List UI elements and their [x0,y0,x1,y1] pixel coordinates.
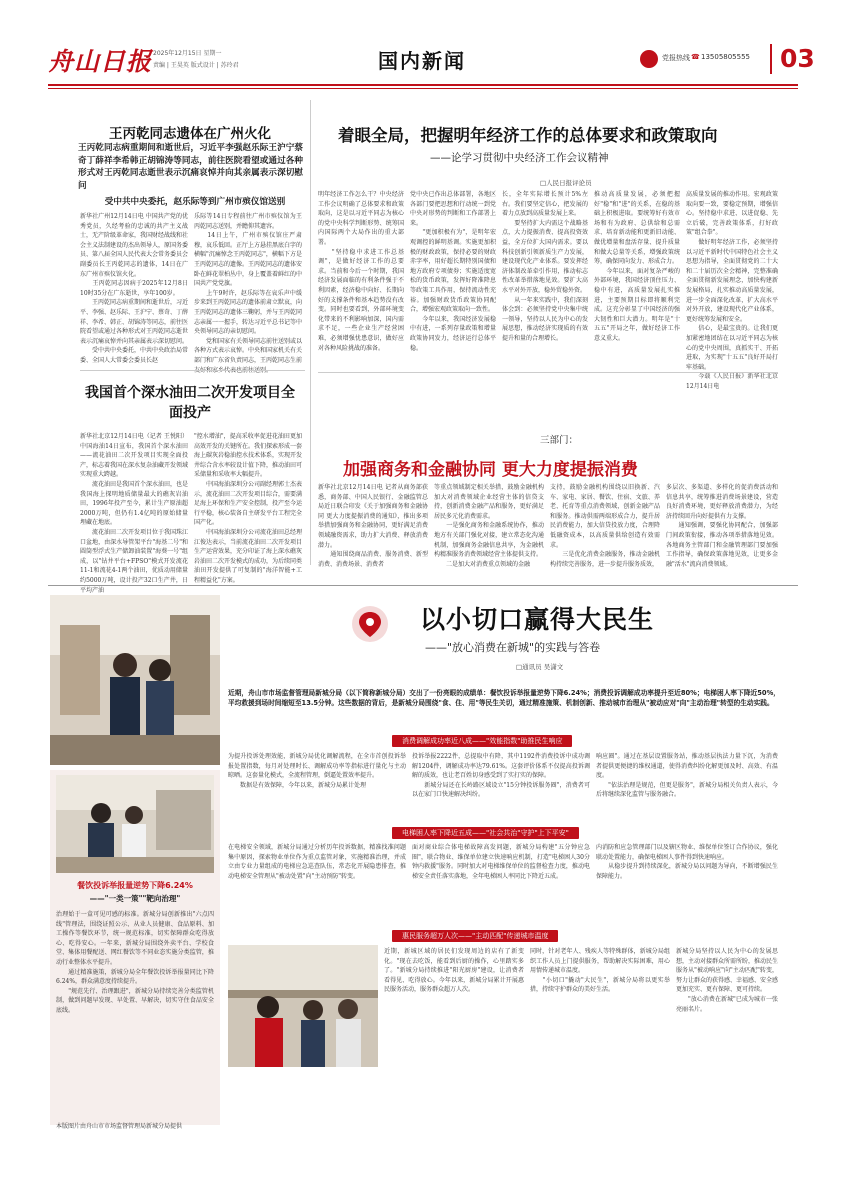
hotline-number: 13505805555 [701,53,750,61]
wang-title: 王丙乾同志遗体在广州火化 [109,126,271,142]
newspaper-logo: 舟山日报 [48,47,153,76]
hotline-label: 党报热线 [662,54,690,62]
economy-divider [318,372,778,373]
wang-deck: 王丙乾同志病重期间和逝世后，习近平李强赵乐际王沪宁蔡奇丁薛祥李希韩正胡锦涛等同志，前往医院看望或通过各种形式对王丙乾同志逝世表示沉痛哀悼并向其亲属表示深切慰问 [78,143,303,191]
oil-title: 我国首个深水油田二次开发项目全面投产 [85,385,295,421]
lower-section-divider [48,585,798,586]
oil-body-col2: "控水增油"，提高采收率促进花油田更加高效开发的关键所在。我们探索形成一套海上碳灰岩稳油控水技术体系，实现开发井综合含水率较设计值下降，推动油田可采储量和采收率大幅提升。 中国海油深圳分公司副经理郭士杰表示，流花油田二次开发项目综合，需要满足海上环保和生产安全控制，投产至今运行平稳，核心装备自主研发平台工程完全国产化。 中国海油深圳分公司流花油田总经理江俊达表示，当前流花油田二次开发项目生产运营效果，充分印证了海上深水礁灰岩油田二次开发模式的成功，为后续同类油田开发提供了可复制的"海洋智能+工程精益化"方案。 [194,433,303,584]
s1-col-1: 为提升投诉处理效能，新城分局优化调解流程，在全市首创投诉举报处置指数，每月对处理时长、调解成功率等指标进行量化与主动晾晒。这套量化模式，全流程管理，倒逼处置效率提升。 数据是有效保障，今年以来，新城分局累计处理 [228,753,406,789]
hotline-badge [640,50,658,68]
wang-divider [80,370,305,371]
economy-col-3: 长，全年实际增长预计5%左右。我们要坚定信心，把发展的着力点放到高质量发展上来。 要坚持扩大内需这个战略基点，大力提振消费、提高投资效益，全方位扩大国内需求。要以科技创新引领新质生产力发展，建设现代化产业体系。要发挥经济体制改革牵引作用，推动标志性改革举措落地见效。要扩大高水平对外开放，稳外贸稳外资。 从一年来实践中，我们深刻体会到：必须坚持党中央集中统一领导，坚持以人民为中心的发展思想，推动经济实现质的有效提升和量的合理增长。 [502,191,588,342]
small-subtitle: ——"放心消费在新城"的实践与答卷 [425,641,601,654]
side-box-subtitle: ——"一类一策""靶向治理" [89,894,181,903]
side-box-title: 餐饮投诉举报量逆势下降6.24% [77,881,193,890]
masthead-rule [48,84,798,86]
photo-market-inspection [50,595,220,765]
trade-col-2: 等重点领域制定相关举措，鼓励金融机构加大对消费领域企业经营主体的信贷支持，创新消费金融产品和服务，更好满足居民多元化消费需求。 一是强化商务和金融系统协作，推动地方有关部门强化对接，建立常态化沟通机制，加强商务金融信息共享，为金融机构精准服务消费领域经营主体提供支持。 二是加大对消费重点领域的金融 [434,484,544,568]
s2-col-2: 面对商业综合体电梯故障高发问题，新城分局构建"五分钟应急圈"，联合物业、维保单位建立快速响应机制，打造"电梯困人30分钟内救援"服务。同时加大对电梯维保单位的监督检查力度，推动电梯安全责任落实落地，全年电梯困人率同比下降近五成。 [412,844,590,880]
s3-col-2: 同时，针对老年人、残疾人等特殊群体，新城分局组织工作人员上门提供服务，帮助解决实际困难，用心用情传递城市温度。 "小切口"撬动"大民生"，新城分局将以更实举措，持续守护群众的美好生活。 [530,948,670,994]
side-box-body: 治理始于一盒可见可感的标准。新城分局创新推出"六点四线"管理法，围绕证照公示、从业人员健康、食品原料、加工操作等餐饮环节，统一规范标准，切实保障群众吃得放心、吃得安心。一年来，新城分局围绕外卖平台、学校食堂、集体用餐配送、网红餐饮等不同业态实施分类监管，推动行业整体水平提升。 通过精准施策，新城分局全年餐饮投诉举报量同比下降6.24%，群众满意度持续提升。 "规范先行、治理跟进"，新城分局持续完善分类监管机制，做到问题早发现、早处置、早解决，切实守住食品安全底线。 [56,911,214,1014]
page-number: 03 [780,44,815,73]
trade-col-4: 多层次、多渠道、多样化的促消费活动和信息共享，统筹推进消费场景建设，营造良好消费环境，更好释放消费潜力，为经济持续回升向好提供有力支撑。 通知强调，要强化协同配合，加强部门间政策衔接，推动各项举措落地见效。各地商务主管部门和金融管理部门要加强工作指导，确保政策落地见效，让更多金融"活水"流向消费领域。 [666,484,778,568]
editor-line: 责编 | 王昊英 版式设计 | 苏玲君 [153,62,239,69]
section-bar-2: 电梯困人率下降近五成——"社会共治"守护"上下平安" [392,827,579,839]
s3-col-3: 新城分局坚持以人民为中心的发展思想，主动对接群众所需所盼，推动民生服务从"被动响应"向"主动匹配"转变，努力让群众的获得感、幸福感、安全感更加充实、更有保障、更可持续。 "放心消费在新城"已成为城市一张亮丽名片。 [676,948,779,1013]
masthead [48,40,815,82]
wang-body-col2: 乐际等14日专程前往广州市殡仪馆为王丙乾同志送别，并瞻仰其遗容。 14日上午，广州市殡仪馆庄严肃穆，哀乐低回。正厅上方悬挂黑底白字的横幅"沉痛悼念王丙乾同志"，横幅下方是王丙乾同志的遗像。王丙乾同志的遗体安卧在鲜花翠柏丛中，身上覆盖着鲜红的中国共产党党旗。 上午9时许，赵乐际等在哀乐声中缓步来到王丙乾同志的遗体前肃立默哀，向王丙乾同志的遗体三鞠躬，并与王丙乾同志亲属一一握手，转达习近平总书记等中央领导同志的亲切慰问。 党和国家有关领导同志前往送别或以各种方式表示哀悼。中央和国家机关有关部门和广东省负责同志，王丙乾同志生前 [194,213,303,364]
s2-col-1: 在电梯安全领域，新城分局通过分析历年投诉数据，精准找准问题集中原因，探索物业单位作为重点监管对象，实施精准治理，并成立由专业力量组成的电梯应急巡查队伍，常态化开展隐患排查，推动电梯安全管理从"被动处置"向"主动预防"转变。 [228,844,406,880]
photo-consumer-service [228,945,378,1067]
small-byline: □通讯员 吴潇文 [516,663,564,671]
economy-subtitle: ——论学习贯彻中央经济工作会议精神 [430,152,609,164]
section-title: 国内新闻 [378,49,466,73]
date-line: 2025年12月15日 星期一 [153,50,222,57]
economy-col-1: 明年经济工作怎么干？中央经济工作会议明确了总体要求和政策取向，这是以习近平同志为核心的党中央科学判断形势、统筹国内国际两个大局作出的重大部署。 "坚持稳中求进工作总基调"，是做好经济工作的总要求。当前和今后一个时期，我国经济发展面临的有利条件强于不利因素，经济稳中向好、长期向好的支撑条件和基本趋势没有改变。同时也要看到，外部环境变化带来的不利影响加深，国内需求不足，一些企业生产经营困难，必须增强忧患意识，做好应对各种风险挑战的准备。 [318,191,404,352]
wang-subdeck: 受中共中央委托，赵乐际等到广州市殡仪馆送别 [104,197,286,207]
wang-body-col1: 新华社广州12月14日电 中国共产党的优秀党员，久经考验的忠诚的共产主义战士，无产阶级革命家，我国财经战线和社会主义法制建设的杰出领导人，原国务委员、第八届全国人民代表大会常务委员会副委员长王丙乾同志的遗体，14日在广东广州市殡仪馆火化。 王丙乾同志因病于2025年12月8日10时35分在广东逝世，享年100岁。 王丙乾同志病重期间和逝世后，习近平、李强、赵乐际、王沪宁、蔡奇、丁薛祥、李希、韩正、胡锦涛等同志，前往医院看望或通过各种形式对王丙乾同志逝世表示沉痛哀悼并向其亲属表示深切慰问。 受中共中央委托，中共中央政治局常委、全国人大常委会委员长赵 [80,213,189,364]
trade-col-3: 支持，鼓励金融机构围绕以旧换新、汽车、家电、家居、餐饮、住宿、文旅、养老、托育等重点消费领域，创新金融产品和服务。推动供需两端形成合力，提升居民消费能力，加大信贷投放力度，合理降低融资成本，以高质量供给创造有效需求。 三是优化消费金融服务，推动金融机构持续完善服务，进一步提升服务质效， [550,484,660,568]
s1-col-3: 响应圈"。通过在基层设置服务站，推动基层执法力量下沉，为消费者提供更便捷的维权通道，使得消费纠纷化解更加及时、高效、有温度。 "依法治理是规范，但更是服务"，新城分局相关负责人表示，今后将继续深化监管与服务融合。 [596,753,778,799]
photo-restaurant-check [56,775,214,873]
s3-col-1: 近期，新城区域的居民们发现周边的店有了新变化。"现在去吃饭，能看到后厨的操作，心里踏实多了。"新城分局持续推进"阳光厨房"建设，让消费者看得见、吃得放心。今年以来，新城分局累计开展惠民服务活动，服务群众超万人次。 [384,948,524,994]
masthead-rule-thin [48,88,798,89]
page-number-divider [770,44,772,74]
column-divider-left [310,100,311,565]
photo-caption: 本版图片由舟山市市场监督管理局新城分局提供 [56,1123,183,1130]
small-lead: 近期，舟山市市场监督管理局新城分局（以下简称新城分局）交出了一份亮眼的成绩单：餐饮投诉举报量逆势下降6.24%；消费投诉调解成功率提升至近80%；电梯困人率下降近50%，平均救援到场时间缩短至13.5分钟。这些数据的背后，是新城分局围绕"食、住、用"等民生关切，通过精准施策、机制创新、推动城市治理从"被动应对"向"主动治理"转型的生动实践。 [228,689,780,708]
s1-col-2: 投诉举报2222件，总提取中有降，其中1192件消费投诉中成功调解1204件，调解成功率达79.61%。这套评价体系不仅提高投诉调解的质效，也让老百姓切身感受到了实打实的保障。 新城分局还在长岭路区域设立"15分钟投诉服务圈"，消费者可以在家门口快速解决纠纷。 [412,753,590,799]
trade-col-1: 新华社北京12月14日电 记者从商务部获悉，商务部、中国人民银行、金融监管总局近日联合印发《关于加强商务和金融协同 更大力度提振消费的通知》，推出多项举措加强商务和金融协同，更好满足消费领域融资需求，助力扩大消费、释放消费潜力。 通知围绕商品消费、服务消费、新型消费、消费场景、消费者 [318,484,428,568]
oil-body-col1: 新华社北京12月14日电（记者 王悦阳）中国海油14日宣布，我国首个深水油田——流花油田二次开发项目实现全面投产，标志着我国在深水复杂油藏开发领域实现重大跨越。 流花油田是我国首个深水油田，也是我国海上探明地质储量最大的礁灰岩油田，1996年投产至今，累计生产原油超2000万吨，但仍有1.4亿吨的原始储量埋藏在地底。 流花油田二次开发项目位于我国珠江口盆地，由深水导管架平台"海基二号"和圆筒型浮式生产储卸油装置"海葵一号"组成，以"钻井平台+FPSO"模式开发流花11-1和流花4-1两个油田，优质动用储量约5000万吨，设计投产32口生产井，日平均产油 [80,433,189,594]
map-pin-icon [350,604,390,644]
economy-col-5: 高质量发展的推动作用。宏观政策取向要一致，要稳定预期，增强信心。坚持稳中求进、以进促稳、先立后破，完善政策体系，打好政策"组合拳"。 做好明年经济工作，必须坚持以习近平新时代中国特色社会主义思想为指导，全面贯彻党的二十大和二十届历次全会精神，完整准确全面贯彻新发展理念，加快构建新发展格局，扎实推动高质量发展，进一步全面深化改革，扩大高水平对外开放，建设现代化产业体系，更好统筹发展和安全。 信心，是最宝贵的。让我们更加紧密地团结在以习近平同志为核心的党中央周围，真抓实干、开拓进取，为实现"十五五"良好开局打牢基础。 今载《人民日报》新华社北京12月14日电 [686,191,778,390]
section-bar-3: 惠民服务超万人次——"主动匹配"传递城市温度 [392,930,558,942]
trade-title: 加强商务和金融协同 更大力度提振消费 [343,460,638,480]
economy-col-2: 党中央已作出总体部署，各地区各部门要把思想和行动统一到党中央对形势的判断和工作部署上来。 "更加积极有为"，是明年宏观调控的鲜明基调。实施更加积极的财政政策，保持必要的财政赤字率，用好超长期特别国债和地方政府专项债券；实施适度宽松的货币政策，发挥好降准降息等政策工具作用，保持流动性充裕。加强财政货币政策协同配合，增强宏观政策取向一致性。 今年以来，我国经济发展稳中有进，一系列存量政策和增量政策协同发力，经济运行总体平稳。 [410,191,496,352]
s2-col-3: 内消防和应急管理部门以及辖区物业、维保单位签订合作协议，强化联动处置能力，确保电梯困人事件得到快速响应。 从稳步提升到持续深化，新城分局以问题为导向，不断增强民生保障能力。 [596,844,778,880]
trade-kicker: 三部门： [540,435,579,446]
economy-byline: □人民日报评论员 [540,179,592,187]
section-bar-1: 消费调解成功率近八成——"效能指数"助推民生响应 [392,735,572,747]
small-title: 以小切口赢得大民生 [420,605,655,634]
economy-title: 着眼全局，把握明年经济工作的总体要求和政策取向 [338,126,718,145]
economy-col-4: 推动高质量发展，必须把握好"稳"和"进"的关系，在稳的基础上积极进取。要统筹好有效市场和有为政府、总供给和总需求、培育新动能和更新旧动能、做优增量和盘活存量、提升质量和做大总量等关系，增强政策统筹，确保同向发力、形成合力。 今年以来，面对复杂严峻的外部环境，我国经济顶住压力、稳中有进，高质量发展扎实推进，主要预期目标即将顺利完成。这充分彰显了中国经济的强大韧性和巨大潜力。明年是"十五五"开局之年，做好经济工作意义重大。 [594,191,680,342]
phone-icon: ☎ [691,53,700,61]
